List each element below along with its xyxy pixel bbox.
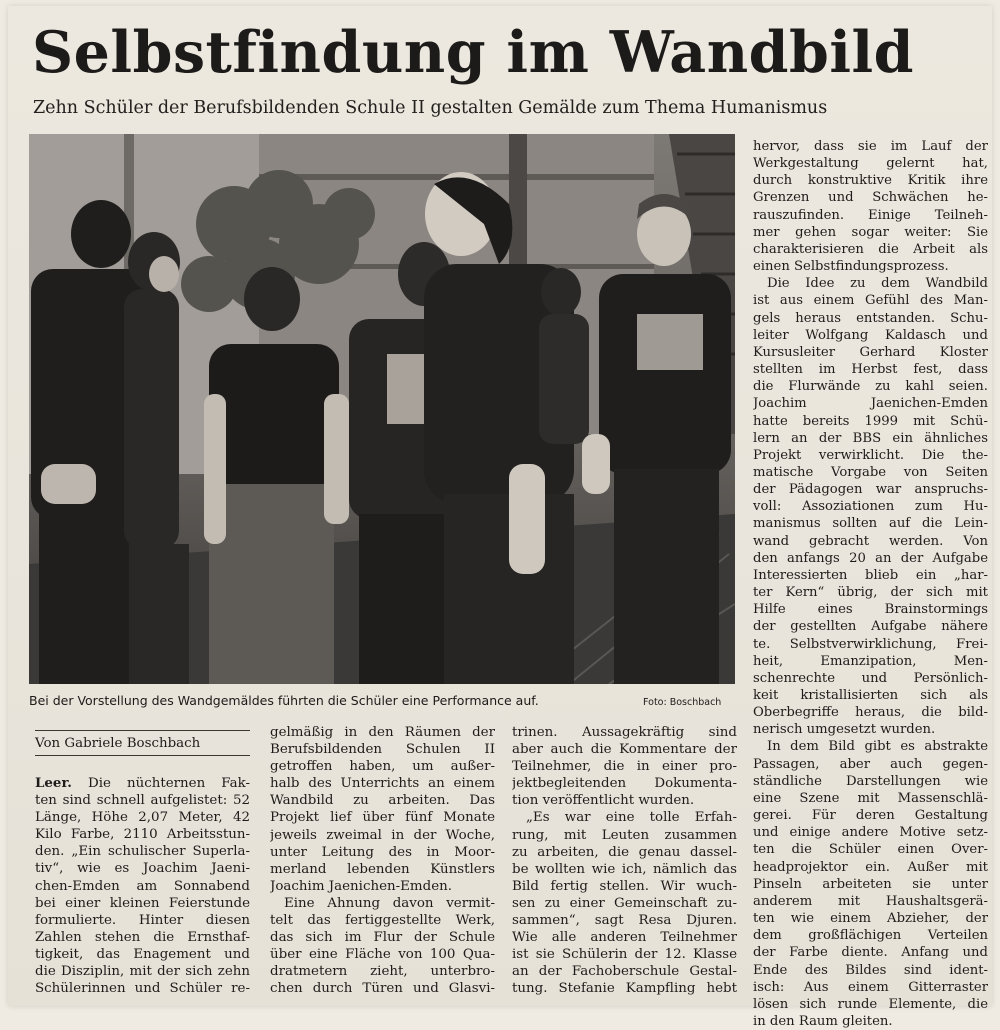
text-line: Grenzen und Schwächen he-: [753, 190, 988, 206]
text-line: lern an der BBS ein ähnliches: [753, 430, 988, 446]
text-line: dem großflächigen Verteilen: [753, 928, 988, 944]
text-line: telt das fertiggestellte Werk,: [270, 913, 495, 929]
article-photo: [29, 134, 735, 684]
text-line: nerisch umgesetzt wurden.: [753, 722, 936, 738]
text-line: trinen. Aussagekräftig sind: [512, 725, 737, 740]
text-line: te. Selbstverwirklichung, Frei-: [753, 636, 988, 652]
text-line: ten sind schnell aufgelistet: 52: [35, 793, 250, 809]
text-line: leiter Wolfgang Kaldasch und: [753, 327, 988, 343]
text-line: Projekt lief über fünf Monate: [270, 810, 495, 826]
text-line: Wandbild zu arbeiten. Das: [270, 793, 495, 809]
text-line: halb des Unterrichts an einem: [270, 776, 495, 792]
text-line: das sich im Flur der Schule: [270, 930, 495, 946]
text-line: Bild fertig stellen. Wir wuch-: [512, 878, 737, 894]
text-line: Ende des Bildes sind ident-: [753, 962, 988, 978]
text-line: formulierte. Hinter diesen: [35, 912, 250, 928]
text-line: hervor, dass sie im Lauf der: [753, 139, 988, 154]
text-line: lösen sich runde Elemente, die: [753, 996, 988, 1012]
text-line: Zahlen stehen die Ernsthaf-: [35, 929, 250, 945]
dateline: Leer.: [35, 775, 72, 791]
photo-caption: Bei der Vorstellung des Wandgemäldes führten die Schüler eine Performance auf.: [29, 693, 539, 708]
author-byline: Von Gabriele Boschbach: [35, 736, 201, 751]
text-line: isch: Aus einem Gitterraster: [753, 979, 988, 995]
text-line: ten die Schüler einen Over-: [753, 842, 988, 858]
text-line: mer gehen sogar weiter: Sie: [753, 224, 988, 240]
text-line: Leer. Die nüchternen Fak-: [35, 775, 250, 791]
text-line: durch konstruktive Kritik ihre: [753, 173, 988, 189]
article-column-3: [512, 724, 737, 998]
text-line: Kursusleiter Gerhard Kloster: [753, 344, 988, 360]
text-line: und einige andere Motive setz-: [753, 825, 988, 841]
text-line: unter Leitung des in Moor-: [270, 844, 495, 860]
text-line: den. „Ein schulischer Superla-: [35, 844, 250, 860]
text-line: wand gebracht werden. Von: [753, 533, 988, 549]
text-line: Berufsbildenden Schulen II: [270, 742, 495, 758]
text-line: Projekt verwirklicht. Die the-: [753, 447, 988, 463]
text-line: ten wie einem Abzieher, der: [753, 911, 988, 927]
text-line: ter Kern“ übrig, der sich mit: [753, 585, 988, 601]
text-line: Werkgestaltung gelernt hat,: [753, 156, 988, 172]
text-line: Pinseln arbeiteten sie unter: [753, 876, 988, 892]
text-line: heit, Emanzipation, Men-: [753, 653, 988, 669]
text-line: jektbegleitenden Dokumenta-: [512, 776, 737, 792]
text-line: Interessierten blieb ein „har-: [753, 567, 988, 583]
text-line: Die Idee zu dem Wandbild: [767, 276, 988, 292]
text-line: sen zu einer Gemeinschaft zu-: [512, 895, 737, 911]
text-line: Schülerinnen und Schüler re-: [35, 981, 250, 997]
text-line: rauszufinden. Einige Teilneh-: [753, 207, 988, 223]
text-line: merland lebenden Künstlers: [270, 861, 495, 877]
text-line: tung. Stefanie Kampfling hebt: [512, 981, 737, 997]
photo-credit: Foto: Boschbach: [643, 697, 722, 708]
text-line: bei einer kleinen Feierstunde: [35, 895, 250, 911]
text-line: Joachim Jaenichen-Emden.: [270, 878, 453, 894]
text-line: manismus sollten auf die Lein-: [753, 516, 988, 532]
text-line: den anfangs 20 an der Aufgabe: [753, 550, 988, 566]
text-line: gels heraus entstanden. Schu-: [753, 310, 988, 326]
text-line: aber auch die Kommentare der: [512, 742, 737, 758]
article-subheadline: Zehn Schüler der Berufsbildenden Schule II gestalten Gemälde zum Thema Humanismus: [33, 98, 828, 118]
text-line: die Flurwände zu kahl seien.: [753, 379, 988, 395]
author-rule-bottom: [35, 755, 250, 756]
text-line: Eine Ahnung davon vermit-: [284, 895, 495, 911]
text-line: Kilo Farbe, 2110 Arbeitsstun-: [35, 827, 250, 843]
text-line: Hilfe eines Brainstormings: [753, 602, 988, 618]
text-line: rung, mit Leuten zusammen: [512, 827, 737, 843]
text-line: eine Szene mit Massenschlä-: [753, 790, 988, 806]
text-line: Joachim Jaenichen-Emden: [753, 396, 988, 412]
text-line: dratmetern zieht, unterbro-: [270, 964, 495, 980]
text-line: schenrechte und Persönlich-: [753, 670, 988, 686]
text-line: charakterisieren die Arbeit als: [753, 241, 988, 257]
text-line: anderem mit Haushaltsgerä-: [753, 893, 988, 909]
text-line: einen Selbstfindungsprozess.: [753, 259, 949, 275]
article-column-1: [35, 775, 250, 997]
text-line: Passagen, aber auch gegen-: [753, 756, 988, 772]
text-line: voll: Assoziationen zum Hu-: [753, 499, 988, 515]
text-line: Länge, Höhe 2,07 Meter, 42: [35, 810, 250, 826]
article-headline: Selbstfindung im Wandbild: [32, 19, 915, 86]
text-line: chen durch Türen und Glasvi-: [270, 981, 495, 997]
text-line: tion veröffentlicht wurden.: [512, 793, 695, 809]
text-line: jeweils zweimal in der Woche,: [270, 827, 495, 843]
text-line: sammen“, sagt Resa Djuren.: [512, 913, 737, 929]
text-line: Wie alle anderen Teilnehmer: [512, 930, 737, 946]
text-line: matische Vorgabe von Seiten: [753, 464, 988, 480]
text-line: keit kristallisierten sich als: [753, 688, 988, 703]
author-rule-top: [35, 730, 250, 731]
text-line: an der Fachoberschule Gestal-: [512, 964, 737, 980]
text-line: hatte bereits 1999 mit Schü-: [753, 413, 988, 429]
text-line: headprojektor ein. Außer mit: [753, 859, 988, 875]
text-line: Oberbegriffe heraus, die bild-: [753, 705, 988, 721]
text-line: in den Raum gleiten.: [753, 1013, 893, 1029]
text-line: chen-Emden am Sonnabend: [35, 878, 250, 894]
text-line: der Pädagogen war anspruchs-: [753, 482, 988, 498]
text-line: tigkeit, das Enagement und: [35, 946, 250, 962]
text-line: getroffen haben, um außer-: [270, 759, 495, 775]
text-line: stellten im Herbst fest, dass: [753, 362, 988, 378]
text-line: ist aus einem Gefühl des Man-: [753, 293, 988, 309]
article-column-4: [753, 138, 988, 1030]
text-line: der gestellten Aufgabe nähere: [753, 619, 988, 635]
text-line: be wollten wie ich, nämlich das: [512, 861, 737, 877]
text-line: ständliche Darstellungen wie: [753, 773, 988, 789]
text-line: Teilnehmer, die in einer pro-: [512, 759, 737, 775]
text-line: gerei. Für deren Gestaltung: [753, 808, 988, 824]
text-line: „Es war eine tolle Erfah-: [526, 810, 737, 826]
text-line: gelmäßig in den Räumen der: [270, 725, 495, 740]
text-line: ist sie Schülerin der 12. Klasse: [512, 947, 737, 963]
text-line: tiv“, wie es Joachim Jaeni-: [35, 861, 250, 877]
text-line: die Disziplin, mit der sich zehn: [35, 964, 250, 980]
text-line: In dem Bild gibt es abstrakte: [767, 739, 988, 755]
text-line: der Farbe diente. Anfang und: [753, 945, 988, 961]
text-line: zu arbeiten, die genau dassel-: [512, 844, 737, 860]
text-line: über eine Fläche von 100 Qua-: [270, 947, 495, 963]
article-column-2: [270, 724, 495, 998]
